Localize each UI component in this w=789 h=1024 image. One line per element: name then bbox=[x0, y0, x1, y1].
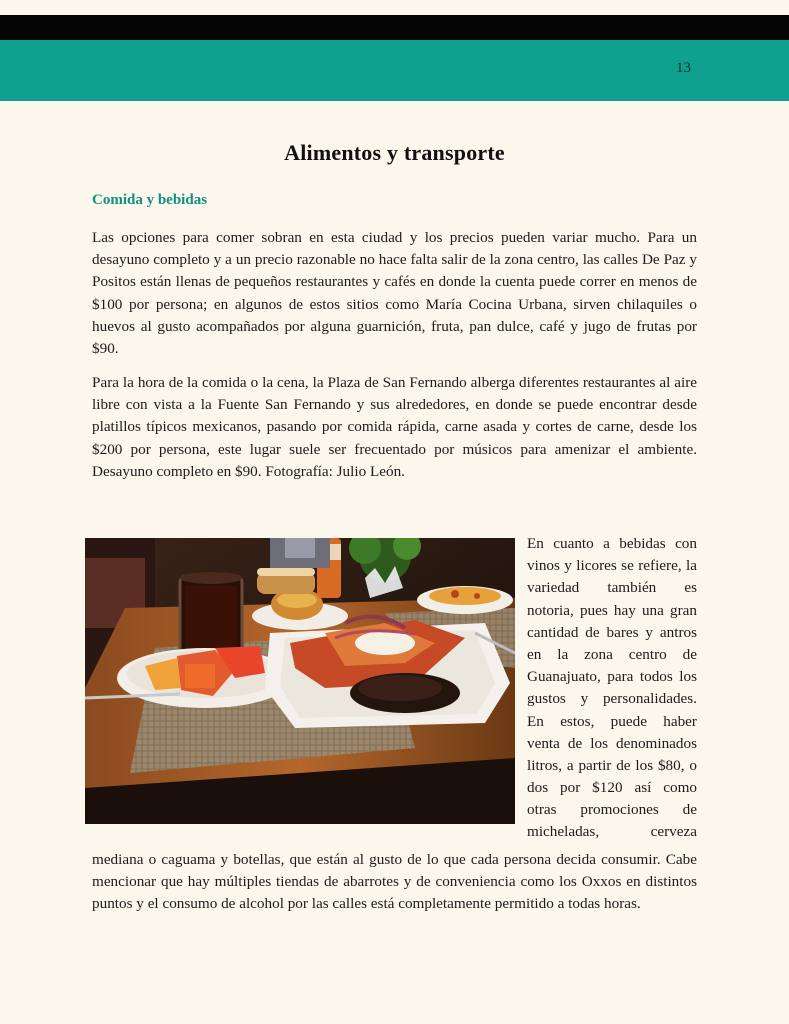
food-photo bbox=[85, 538, 515, 824]
paragraph-drinks-wrapped bbox=[527, 533, 697, 844]
wrapped-line: en la zona centro de bbox=[527, 645, 697, 663]
paragraph-drinks-continuation: mediana o caguama y botellas, que están al gusto de lo que cada persona decida consumir. Cabe mencionar que hay múltiples tiendas de abarrotes y de conveniencia como los Oxxos en distintos puntos y el consumo de alcohol por las calles está completamente permitido a todas horas. bbox=[92, 851, 697, 913]
paragraph-breakfast: Las opciones para comer sobran en esta ciudad y los precios pueden variar mucho. Para un desayuno completo y a un precio razonable no hace falta salir de la zona centro, las calles De Paz y Positos están llenas de pequeños restaurantes y cafés en donde la cuenta puede correr en menos de $100 por persona; en algunos de estos sitios como María Cocina Urbana, sirven chilaquiles o huevos al gusto acompañados por alguna guarnición, fruta, pan dulce, café y jugo de frutas por $90. bbox=[92, 229, 697, 358]
header-teal-band bbox=[0, 40, 789, 101]
header-black-band bbox=[0, 15, 789, 40]
page-number: 13 bbox=[676, 60, 691, 76]
top-margin bbox=[0, 0, 789, 15]
article-body bbox=[92, 140, 697, 480]
section-heading: Comida y bebidas bbox=[92, 192, 208, 208]
wrapped-line: gustos y personalidades. bbox=[527, 690, 697, 708]
wrapped-line: otras promociones de bbox=[527, 801, 697, 819]
paragraph-lunch-dinner: Para la hora de la comida o la cena, la Plaza de San Fernando alberga diferentes restaurantes al aire libre con vista a la Fuente San Fernando y sus alrededores, en donde se puede encontrar desde platillos típicos mexicanos, pasando por comida rápida, carne asada y cortes de carne, desde los $200 por persona, este lugar suele ser frecuentado por músicos para amenizar el ambiente. Desayuno completo en $90. Fotografía: Julio León. bbox=[92, 374, 697, 480]
wrapped-line: litros, a partir de los $80, o bbox=[527, 756, 697, 774]
page-title: Alimentos y transporte bbox=[284, 140, 505, 165]
wrapped-line: micheladas, cerveza bbox=[527, 823, 697, 841]
wrapped-line: notoria, pues hay una gran bbox=[527, 601, 697, 619]
wrapped-line: En cuanto a bebidas con bbox=[527, 535, 697, 552]
wrapped-line: Guanajuato, para todos los bbox=[527, 668, 697, 686]
wrapped-line: En estos, puede haber bbox=[527, 712, 697, 730]
wrapped-line: variedad también es bbox=[527, 579, 697, 597]
wrapped-line: cantidad de bares y antros bbox=[527, 623, 697, 641]
wrapped-line: dos por $120 así como bbox=[527, 779, 697, 797]
food-photo-illustration bbox=[85, 538, 515, 824]
wrapped-line: vinos y licores se refiere, la bbox=[527, 557, 697, 575]
wrapped-line: venta de los denominados bbox=[527, 734, 697, 752]
